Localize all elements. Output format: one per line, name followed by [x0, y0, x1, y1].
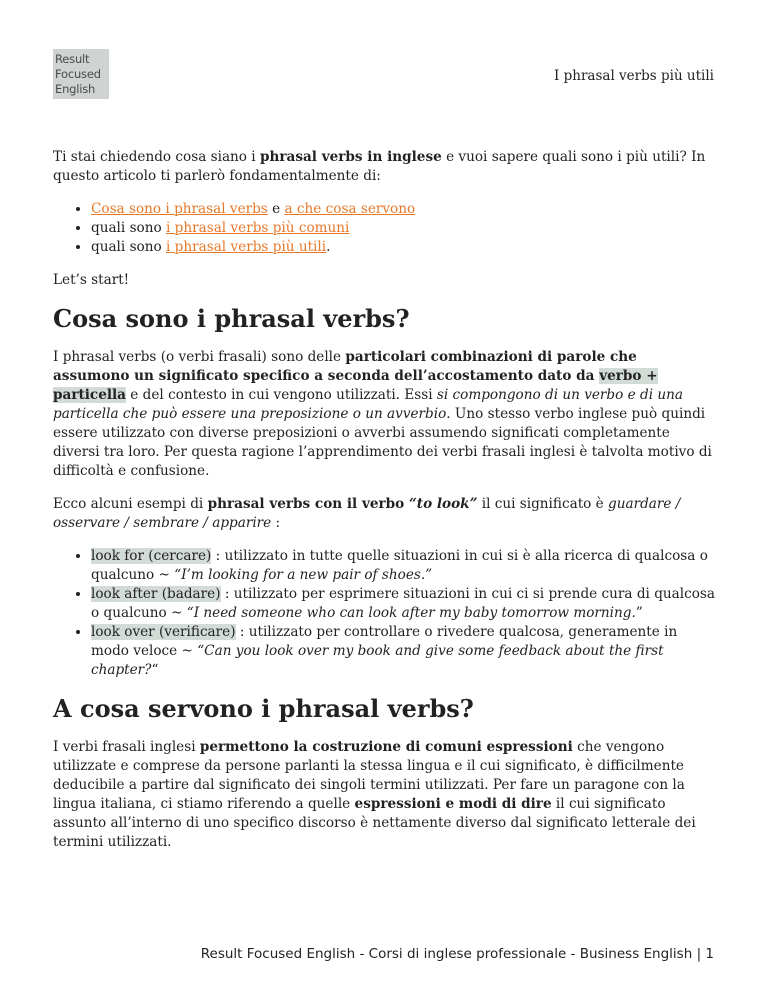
text: “ [151, 662, 159, 678]
bold-text: permettono la costruzione di comuni espressioni [199, 739, 573, 755]
paragraph [53, 348, 717, 481]
text: quali sono [91, 220, 166, 236]
italic-text: guardare / osservare / sembrare / apparire [53, 496, 681, 531]
bold-text: phrasal verbs con il verbo [207, 496, 409, 512]
header-title: I phrasal verbs più utili [554, 68, 714, 84]
text: che vengono utilizzate e comprese da persone parlanti la stessa lingua e il cui significato, è difficilmente deducibile a partire dal significato dei singoli termini utilizzati. Per fare un paragone con la lingua italiana, ci stiamo riferendo a quelle [53, 739, 685, 812]
italic-text: si compongono di un verbo e di una particella che può essere una preposizione o un avverbio [53, 387, 683, 422]
text: : utilizzato per controllare o rivedere qualcosa, generamente in modo veloce ~ [91, 624, 678, 659]
link-cosa-sono[interactable]: Cosa sono i phrasal verbs [91, 201, 268, 217]
link-a-che-cosa-servono[interactable]: a che cosa servono [284, 201, 416, 217]
phrasal-verb-term: look for (cercare) [91, 548, 212, 564]
paragraph [53, 738, 717, 852]
intro-paragraph [53, 148, 717, 186]
section-heading: A cosa servono i phrasal verbs? [53, 694, 474, 723]
example-quote: “I’m looking for a new pair of shoes.” [174, 567, 433, 583]
list-item [91, 547, 717, 585]
logo-line: Focused [55, 67, 101, 81]
text: . Uno stesso verbo inglese può quindi essere utilizzato con diverse preposizioni o avverbi assumendo significati completamente diversi tra loro. Per questa ragione l’apprendimento dei verbi frasali inglesi è talvolta motivo di difficoltà e confusione. [53, 406, 712, 479]
lets-start: Let’s start! [53, 272, 130, 288]
highlighted-text: verbo + particella [53, 368, 658, 403]
text: . [326, 239, 331, 255]
page-footer: Result Focused English - Corsi di inglese professionale - Business English | 1 [200, 946, 714, 962]
article-body [53, 148, 717, 866]
text: il cui significato assunto all’interno di uno specifico discorso è nettamente diverso dal significato letterale dei termini utilizzati. [53, 796, 696, 850]
text: I verbi frasali inglesi [53, 739, 200, 755]
phrasal-verb-term: look after (badare) [91, 586, 221, 602]
text: : utilizzato in tutte quelle situazioni in cui si è alla ricerca di qualcosa o qualcuno ~ [91, 548, 708, 583]
text: : utilizzato per esprimere situazioni in cui ci si prende cura di qualcosa o qualcuno ~ [91, 586, 715, 621]
text: e del contesto in cui vengono utilizzati. Essi [125, 387, 437, 403]
example-quote: “Can you look over my book and give some feedback about the first chapter? [91, 643, 664, 678]
list-item [91, 585, 717, 623]
text: il cui significato è [477, 496, 609, 512]
text: quali sono [91, 239, 166, 255]
link-piu-comuni[interactable]: i phrasal verbs più comuni [166, 220, 350, 236]
intro-list [53, 200, 717, 257]
list-item [91, 219, 717, 238]
phrasal-verb-term: look over (verificare) [91, 624, 236, 640]
list-item [91, 623, 717, 680]
list-item [91, 238, 717, 257]
text: e [267, 201, 285, 217]
text: e vuoi sapere quali sono i più utili? In questo articolo ti parlerò fondamentalmente di: [53, 149, 706, 184]
text: Ecco alcuni esempi di [53, 496, 208, 512]
logo-line: English [55, 82, 96, 96]
link-piu-utili[interactable]: i phrasal verbs più utili [166, 239, 327, 255]
bold-text: espressioni e modi di dire [354, 796, 552, 812]
example-quote: “I need someone who can look after my baby tomorrow morning. [186, 605, 636, 621]
logo [53, 49, 109, 99]
list-item [91, 200, 717, 219]
text: I phrasal verbs (o verbi frasali) sono delle [53, 349, 346, 365]
paragraph [53, 495, 717, 533]
text: Ti stai chiedendo cosa siano i [53, 149, 260, 165]
bold-text: phrasal verbs in inglese [259, 149, 442, 165]
text: : [271, 515, 281, 531]
section-heading: Cosa sono i phrasal verbs? [53, 304, 410, 333]
logo-line: Result [55, 52, 90, 66]
bold-italic-text: “to look” [408, 496, 478, 512]
examples-list [53, 547, 717, 680]
bold-text: particolari combinazioni di parole che assumono un significato specifico a seconda dell’accostamento dato da [53, 349, 637, 384]
text: ” [635, 605, 643, 621]
